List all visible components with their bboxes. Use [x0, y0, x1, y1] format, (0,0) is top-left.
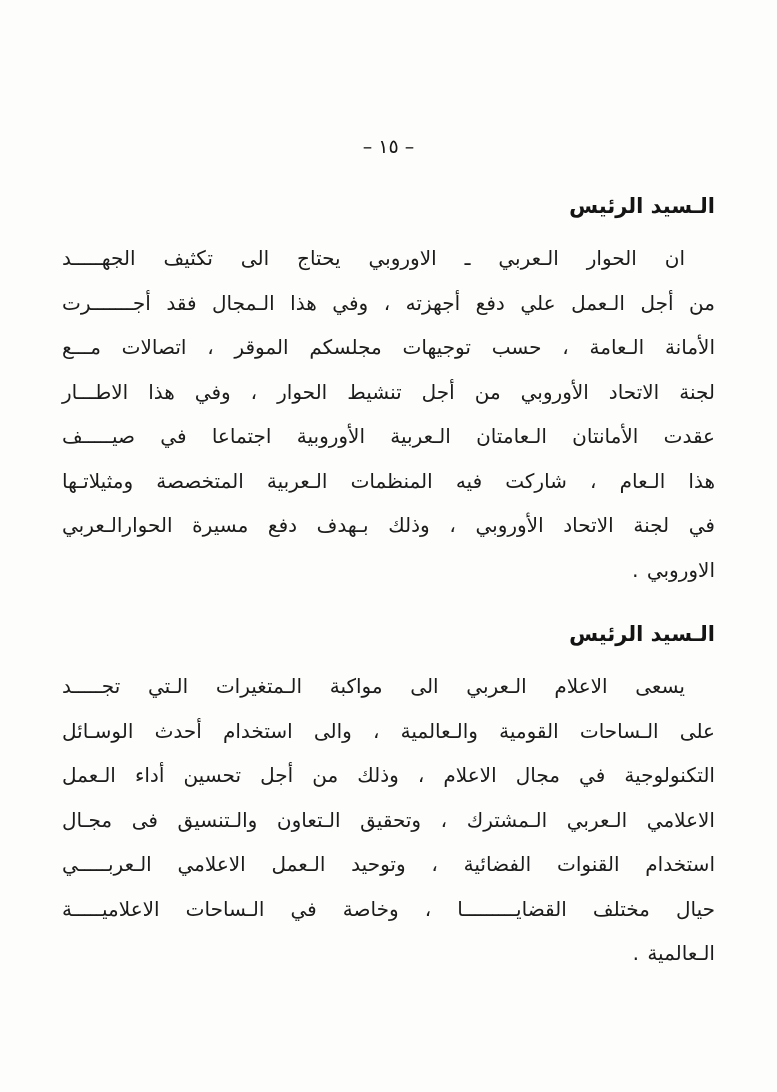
- text-line: استخدام القنوات الفضائية ، وتوحيد الـعمل الاعلامي الـعربـــــي: [62, 852, 715, 876]
- text-line: الاعلامي الـعربي الـمشترك ، وتحقيق الـتعاون والـتنسيق فى مجـال: [62, 807, 715, 832]
- text-line: التكنولوجية في مجال الاعلام ، وذلك من أجل تحسين أداء الـعمل: [62, 763, 715, 787]
- text-line: في لجنة الاتحاد الأوروبي ، وذلك بـهدف دفع مسيرة الحوارالـعربي: [62, 513, 715, 537]
- text-line: ان الحوار الـعربي ـ الاوروبي يحتاج الى تكثيف الجهـــــد: [62, 246, 685, 270]
- text-line: الـعالمية .: [632, 941, 715, 965]
- text-line: يسعى الاعلام الـعربي الى مواكبة الـمتغيرات الـتي تجـــــد: [62, 674, 685, 698]
- text-line: من أجل الـعمل علي دفع أجهزته ، وفي هذا الـمجال فقد أجـــــــرت: [62, 290, 715, 315]
- section-heading: الـسيد الرئيس: [569, 622, 715, 646]
- text-line: الاوروبي .: [632, 557, 715, 582]
- text-line: عقدت الأمانتان الـعامتان الـعربية الأوروبية اجتماعا في صيـــــف: [62, 424, 715, 448]
- section-president-address-1: [62, 194, 715, 592]
- text-line: حيال مختلف القضايـــــــــا ، وخاصة في الـساحات الاعلاميـــــة: [62, 896, 715, 921]
- paragraph: [62, 236, 715, 592]
- page-content: [62, 0, 715, 976]
- text-line: هذا الـعام ، شاركت فيه المنظمات الـعربية المتخصصة ومثيلاتـها: [62, 468, 715, 493]
- text-line: لجنة الاتحاد الأوروبي من أجل تنشيط الحوار ، وفي هذا الاطـــار: [62, 379, 715, 404]
- text-line: على الـساحات القومية والـعالمية ، والى استخدام أحدث الوسـائل: [62, 718, 715, 743]
- text-line: الأمانة الـعامة ، حسب توجيهات مجلسكم الموقر ، اتصالات مـــع: [62, 335, 715, 359]
- page-number: – ١٥ –: [362, 136, 415, 158]
- section-heading: الـسيد الرئيس: [569, 194, 715, 218]
- paragraph: [62, 664, 715, 976]
- section-president-address-2: [62, 622, 715, 976]
